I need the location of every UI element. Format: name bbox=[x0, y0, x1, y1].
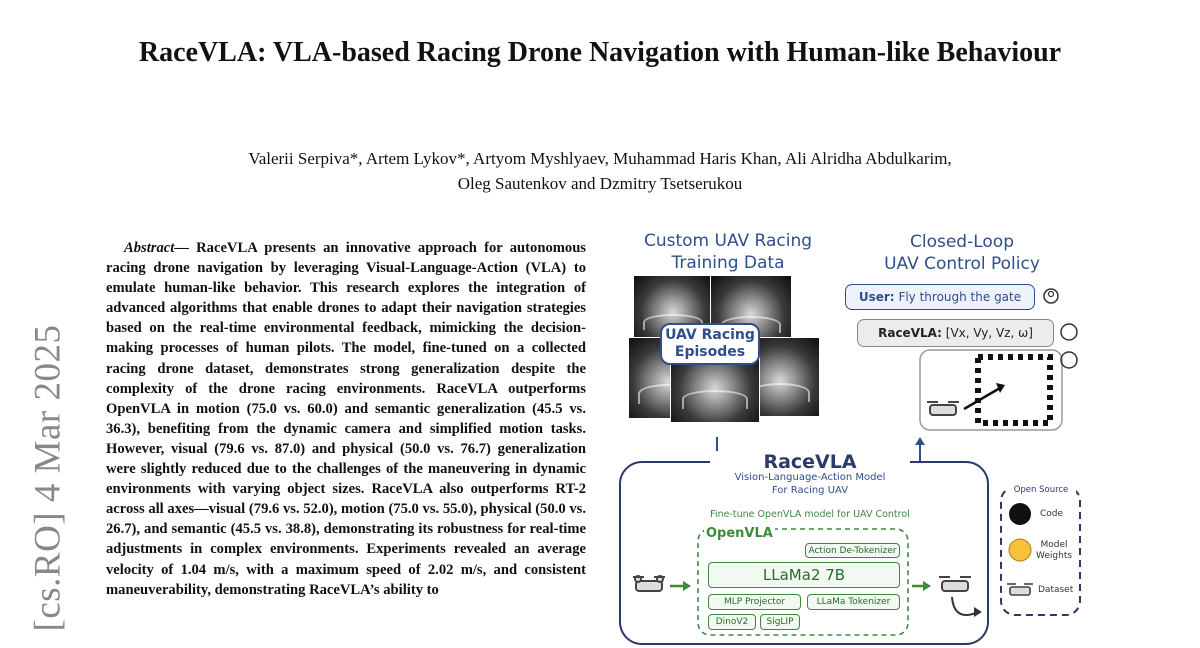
llama-tokenizer-box: LLaMa Tokenizer bbox=[807, 594, 900, 610]
llm-box: LLaMa2 7B bbox=[708, 562, 900, 588]
authors-line-2: Oleg Sautenkov and Dzmitry Tsetserukou bbox=[457, 174, 743, 193]
overview-figure bbox=[600, 225, 1200, 648]
right-heading-line-1: Closed-Loop bbox=[909, 232, 1014, 252]
racevla-action: [Vx, Vy, Vz, ω] bbox=[945, 326, 1033, 340]
robot-icon-2 bbox=[1061, 352, 1077, 368]
left-heading bbox=[628, 230, 828, 274]
author-list bbox=[100, 146, 1100, 196]
model-weights-line-1: Model bbox=[1040, 540, 1068, 550]
mlp-projector-box: MLP Projector bbox=[708, 594, 801, 610]
checkered-gate bbox=[978, 357, 1050, 423]
racevla-label: RaceVLA: bbox=[878, 326, 942, 340]
github-icon bbox=[1009, 503, 1031, 525]
episodes-line-2: Episodes bbox=[674, 344, 746, 360]
model-sub-line-2: For Racing UAV bbox=[771, 485, 849, 496]
model-subtitle bbox=[690, 471, 930, 497]
episodes-badge bbox=[660, 323, 760, 365]
siglip-box: SigLIP bbox=[760, 614, 800, 630]
left-heading-line-1: Custom UAV Racing bbox=[643, 231, 813, 251]
action-output-box bbox=[857, 319, 1054, 347]
right-heading bbox=[862, 231, 1062, 275]
dinov2-box: DinoV2 bbox=[708, 614, 756, 630]
episodes-line-1: UAV Racing bbox=[665, 327, 755, 343]
left-heading-line-2: Training Data bbox=[671, 253, 785, 273]
model-weights-line-2: Weights bbox=[1036, 551, 1073, 561]
action-detokenizer-box: Action De-Tokenizer bbox=[805, 543, 900, 558]
dataset-drone-icon bbox=[1007, 584, 1033, 595]
huggingface-icon bbox=[1009, 539, 1031, 561]
code-label: Code bbox=[1040, 509, 1064, 519]
openvla-label: OpenVLA bbox=[706, 526, 773, 541]
abstract bbox=[106, 238, 586, 600]
arxiv-stamp: [cs.RO] 4 Mar 2025 bbox=[27, 324, 69, 632]
model-sub-line-1: Vision-Language-Action Model bbox=[734, 472, 886, 483]
user-prompt-box bbox=[845, 284, 1035, 310]
user-text: Fly through the gate bbox=[898, 290, 1022, 304]
authors-line-1: Valerii Serpiva*, Artem Lykov*, Artyom Myshlyaev, Muhammad Haris Khan, Ali Alridha Abdulkarim, bbox=[248, 149, 952, 168]
abstract-text: — RaceVLA presents an innovative approach for autonomous racing drone navigation by leveraging Visual-Language-Action (VLA) to emulate human-like behavior. This research explores the integration of advanced algorithms that enable drones to adapt their navigation strategies based on the real-time environmental feedback, mimicking the decision-making processes of human pilots. The model, fine-tuned on a collected racing drone dataset, demonstrates strong generalization despite the complexity of the drone racing environments. RaceVLA outperforms OpenVLA in motion (75.0 vs. 60.0) and semantic generalization (45.5 vs. 36.3), benefiting from the dynamic camera and simplified motion tasks. However, visual (79.6 vs. 87.0) and physical (50.0 vs. 76.7) generalization were slightly reduced due to the challenges of the maneuvering in dynamic environments with varying object sizes. RaceVLA also outperforms RT-2 across all axes—visual (79.6 vs. 52.0), motion (75.0 vs. 55.0), physical (50.0 vs. 26.7), and semantic (45.5 vs. 38.8), demonstrating its robustness for real-time adjustments in complex environments. Experiments revealed an average velocity of 1.04 m/s, with a maximum speed of 2.02 m/s, and consistent maneuverability, demonstrating RaceVLA’s ability to bbox=[106, 240, 586, 598]
dataset-label: Dataset bbox=[1038, 585, 1074, 595]
paper-title: RaceVLA: VLA-based Racing Drone Navigation with Human-like Behaviour bbox=[138, 37, 1062, 68]
right-heading-line-2: UAV Control Policy bbox=[884, 254, 1040, 274]
model-weights-label bbox=[1036, 540, 1072, 562]
abstract-label: Abstract bbox=[124, 240, 175, 256]
model-title: RaceVLA bbox=[710, 451, 910, 473]
user-label: User: bbox=[858, 290, 895, 304]
finetune-caption: Fine-tune OpenVLA model for UAV Control bbox=[710, 509, 910, 520]
robot-icon bbox=[1061, 324, 1077, 340]
open-source-label: Open Source bbox=[1006, 485, 1076, 495]
